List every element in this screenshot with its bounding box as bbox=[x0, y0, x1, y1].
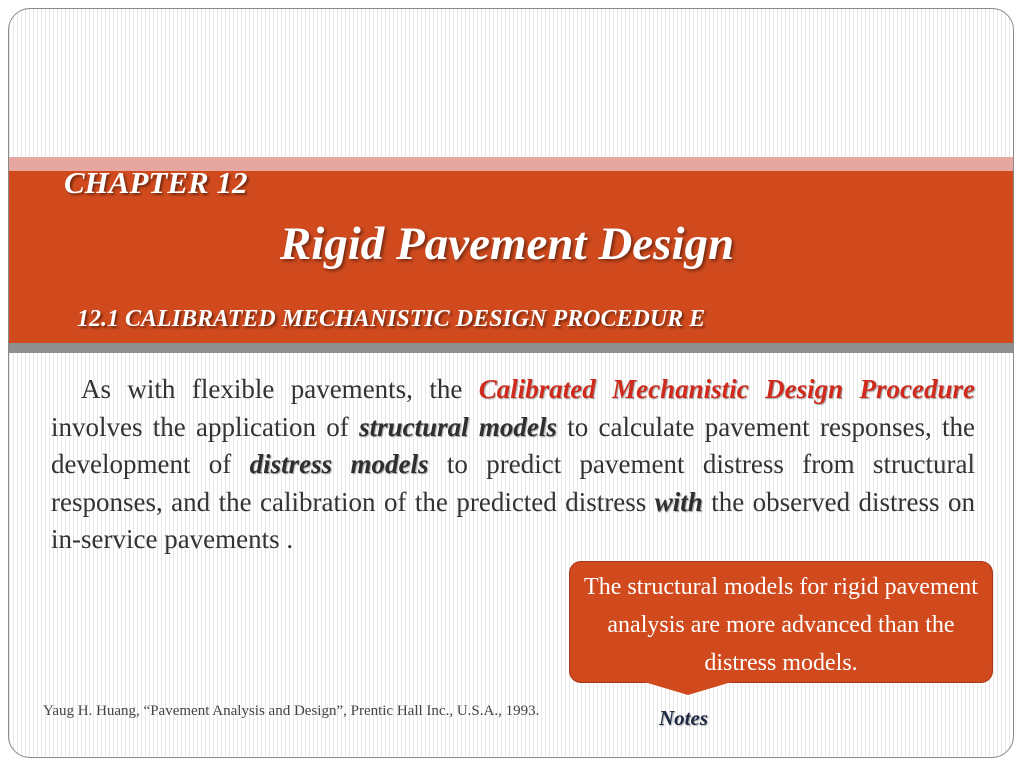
slide-title: Rigid Pavement Design bbox=[279, 218, 735, 270]
body-text-2: involves the application of bbox=[51, 411, 360, 442]
chapter-label: CHAPTER 12 bbox=[64, 165, 248, 200]
term-calibrated-mechanistic-design-procedure: Calibrated Mechanistic Design Procedure bbox=[478, 374, 975, 404]
footer-citation: Yaug H. Huang, “Pavement Analysis and Design”, Prentic Hall Inc., U.S.A., 1993. bbox=[43, 703, 540, 719]
term-with: with bbox=[654, 486, 703, 517]
term-distress-models: distress models bbox=[249, 449, 429, 479]
body-paragraph bbox=[51, 371, 975, 559]
slide bbox=[8, 8, 1014, 758]
section-heading: 12.1 CALIBRATED MECHANISTIC DESIGN PROCEDUR E bbox=[77, 306, 706, 332]
notes-label: Notes bbox=[659, 706, 708, 730]
body-text-4: to predict pavement distress from structural responses, and the calibration of the predicted distress bbox=[51, 449, 975, 517]
callout-pointer bbox=[641, 681, 735, 695]
callout-text: The structural models for rigid pavement analysis are more advanced than the distress models. bbox=[584, 574, 978, 676]
body-text-5: the observed distress on in-service pavements . bbox=[51, 486, 975, 554]
header-bottom-stripe bbox=[9, 343, 1013, 353]
term-structural-models: structural models bbox=[359, 411, 557, 442]
body-text-intro: As with flexible pavements, the bbox=[81, 374, 479, 404]
notes-callout bbox=[569, 561, 993, 683]
body-text-3: to calculate pavement responses, the development of bbox=[51, 411, 975, 479]
